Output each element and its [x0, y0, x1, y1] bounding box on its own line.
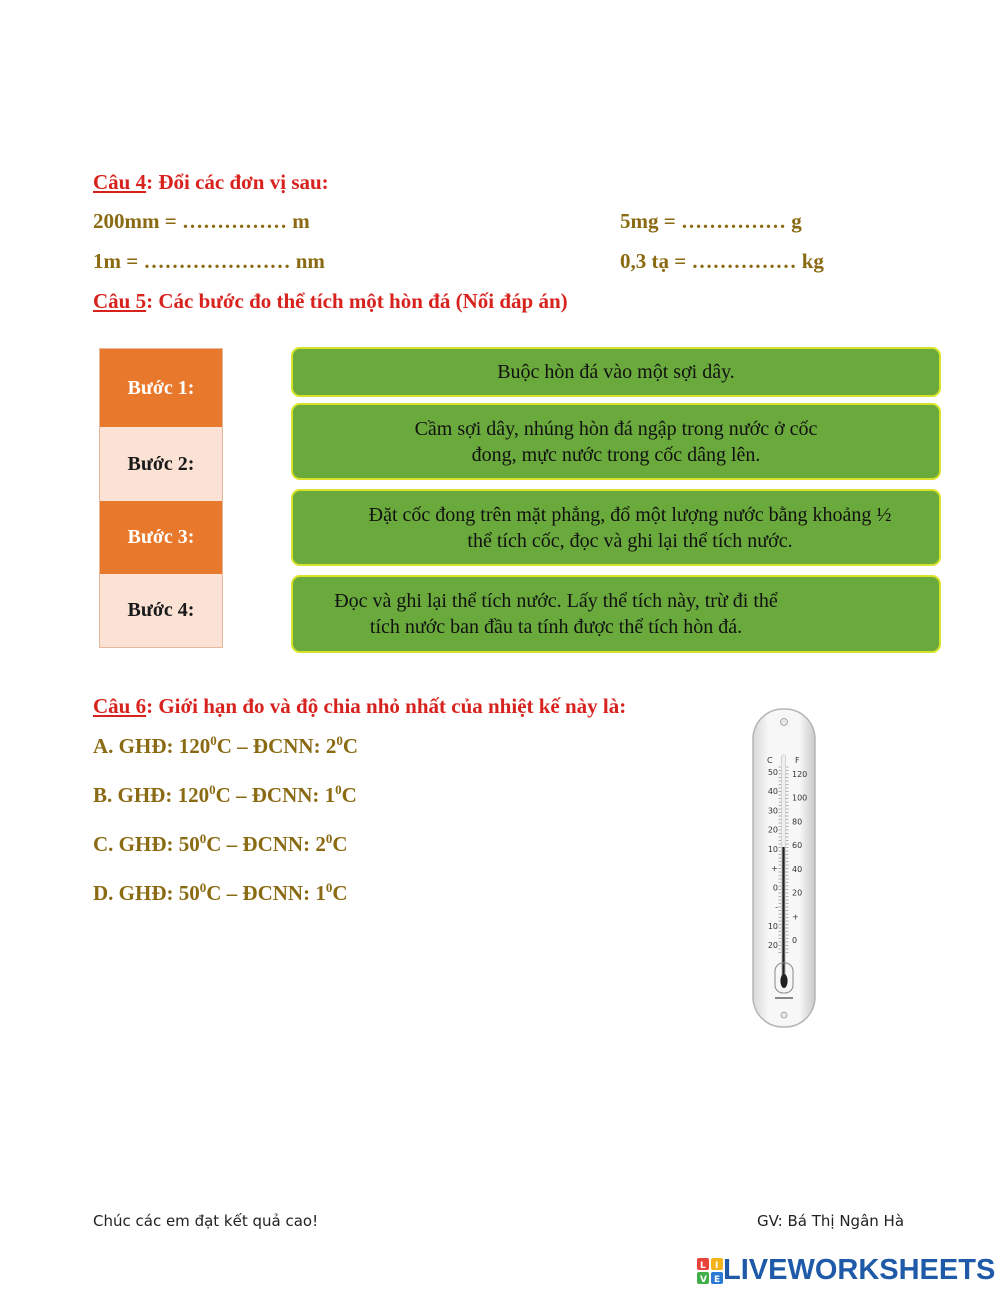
unit-f: F: [795, 756, 800, 765]
unit-c: C: [767, 756, 773, 765]
fahrenheit-label: 20: [792, 888, 803, 898]
option-b[interactable]: B. GHĐ: $120^0C$ – ĐCNN: $1^0C$: [93, 782, 357, 807]
bulb: [780, 974, 787, 988]
step-2: Bước 2:: [100, 427, 222, 501]
fahrenheit-label: 40: [792, 864, 803, 874]
q4-item-kg: 0,3 tạ = …………… kg: [620, 249, 824, 273]
svg-text:E: E: [714, 1274, 721, 1284]
answer-box-4[interactable]: [291, 575, 941, 653]
celsius-label: +: [771, 864, 778, 874]
celsius-label: 30: [767, 806, 778, 816]
q4-item-mg: 5mg = …………… g: [620, 209, 802, 233]
answer-box-2[interactable]: [291, 403, 941, 480]
answer-box-3[interactable]: [291, 489, 941, 566]
option-d[interactable]: D. GHĐ: $50^0C$ – ĐCNN: $1^0C$: [93, 880, 348, 905]
celsius-label: 40: [767, 787, 778, 797]
step-column: [99, 348, 223, 648]
q4-title: [93, 170, 329, 195]
celsius-label: 20: [767, 825, 778, 835]
liveworksheets-brand[interactable]: [697, 1254, 995, 1287]
celsius-label: 0: [772, 883, 778, 893]
q6-title-text: : Giới hạn đo và độ chia nhỏ nhất của nhiệt kế này là:: [146, 694, 627, 718]
q5-title-text: : Các bước đo thể tích một hòn đá (Nối đáp án): [146, 289, 568, 313]
option-c[interactable]: C. GHĐ: $50^0C$ – ĐCNN: $2^0C$: [93, 831, 348, 856]
answer-box-1[interactable]: [291, 347, 941, 397]
celsius-label: 10: [767, 921, 778, 931]
fahrenheit-label: +: [792, 912, 799, 922]
q5-number: Câu 5: [93, 289, 147, 313]
brand-name: LIVEWORKSHEETS: [723, 1254, 996, 1286]
q4-item-nm: 1m = ………………… nm: [93, 249, 325, 273]
answer-3-line-1: Đặt cốc đong trên mặt phẳng, đổ một lượng nước bằng khoảng ½: [368, 503, 892, 526]
svg-text:I: I: [715, 1260, 719, 1271]
fahrenheit-label: 120: [792, 770, 808, 779]
step-3: Bước 3:: [100, 501, 222, 574]
step-4: Bước 4:: [100, 574, 222, 647]
answer-4-line-1: Đọc và ghi lại thể tích nước. Lấy thể tích này, trừ đi thể: [334, 590, 778, 612]
answer-2-line-1: Cầm sợi dây, nhúng hòn đá ngập trong nước ở cốc: [414, 417, 818, 440]
screw-hole: [781, 1012, 787, 1018]
svg-text:V: V: [700, 1274, 707, 1284]
liquid-column: [782, 847, 784, 979]
option-a[interactable]: A. GHĐ: $120^0C$ – ĐCNN: $2^0C$: [93, 733, 358, 758]
fahrenheit-label: 80: [792, 817, 803, 827]
footer-teacher: GV: Bá Thị Ngân Hà: [757, 1212, 905, 1230]
answer-2-line-2: đong, mực nước trong cốc dâng lên.: [471, 443, 761, 466]
svg-text:L: L: [700, 1260, 706, 1271]
fahrenheit-label: 60: [792, 841, 803, 851]
hanging-hole: [781, 719, 788, 726]
fahrenheit-label: 100: [792, 793, 808, 803]
q4-title-text: : Đổi các đơn vị sau:: [146, 170, 329, 194]
answer-4-line-2: tích nước ban đầu ta tính được thể tích hòn đá.: [369, 616, 743, 638]
celsius-label: 20: [767, 941, 778, 950]
footer-message: Chúc các em đạt kết quả cao!: [93, 1212, 319, 1230]
step-1: Bước 1:: [100, 349, 222, 427]
celsius-label: 50: [767, 768, 778, 777]
answer-3-line-2: thể tích cốc, đọc và ghi lại thể tích nước.: [467, 529, 793, 552]
liveworksheets-logo-icon: [697, 1258, 723, 1284]
celsius-label: -: [775, 902, 778, 912]
celsius-label: 10: [767, 844, 778, 854]
q5-title: [93, 289, 568, 314]
q4-number: Câu 4: [93, 170, 147, 194]
q6-title: [93, 694, 626, 719]
fahrenheit-label: 0: [792, 936, 798, 945]
q4-item-mm: 200mm = …………… m: [93, 209, 310, 233]
brand-mark: [775, 997, 793, 999]
answer-1-line-1: Buộc hòn đá vào một sợi dây.: [497, 361, 735, 383]
thermometer-image: [745, 705, 825, 1035]
q6-number: Câu 6: [93, 694, 147, 718]
